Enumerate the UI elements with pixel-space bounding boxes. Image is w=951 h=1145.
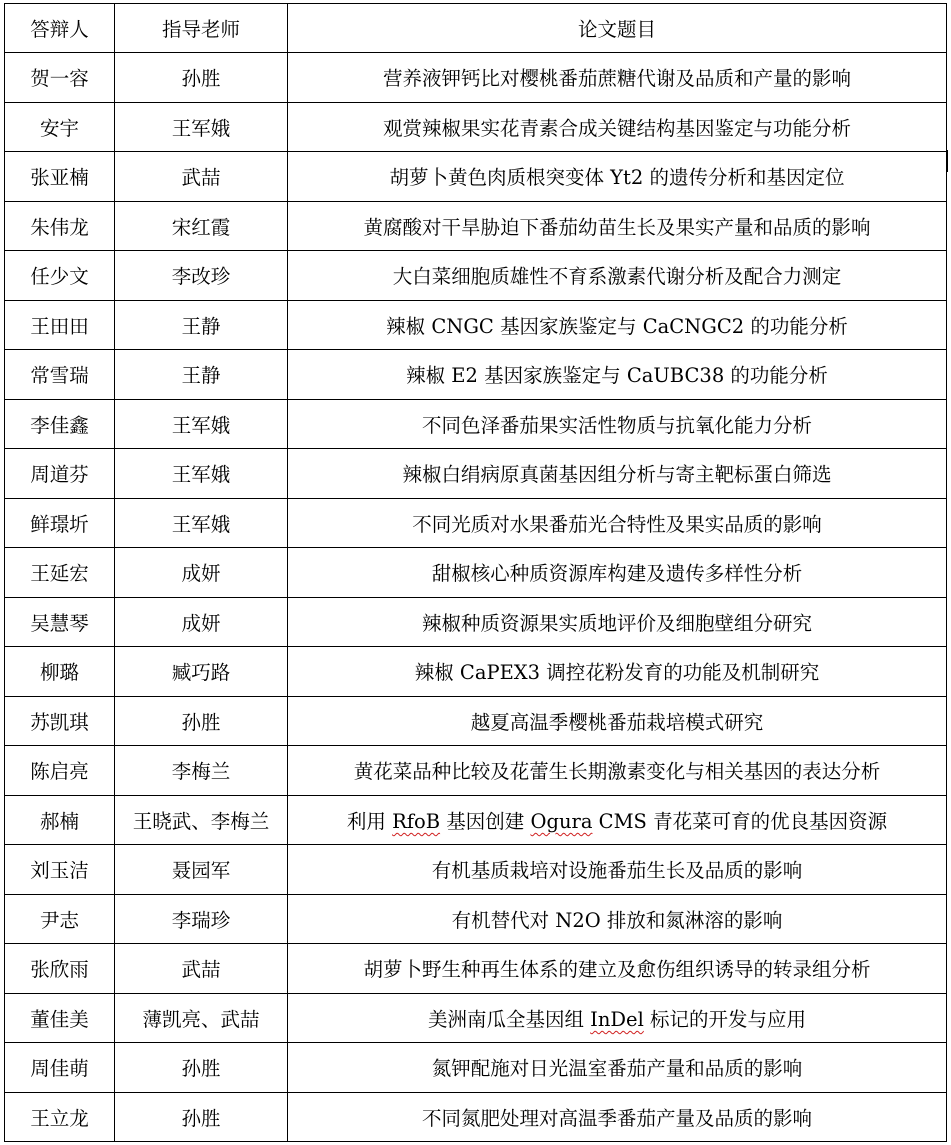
title-text-segment: CMS 青花菜可育的优良基因资源 xyxy=(592,809,888,833)
thesis-title-cell: 营养液钾钙比对樱桃番茄蔗糖代谢及品质和产量的影响 xyxy=(288,53,947,103)
title-text-segment: 标记的开发与应用 xyxy=(643,1007,807,1031)
header-defender: 答辩人 xyxy=(5,4,115,53)
table-row xyxy=(5,399,947,449)
table-row xyxy=(5,845,947,895)
defender-cell: 尹志 xyxy=(5,894,115,944)
table-header-row xyxy=(5,4,947,53)
header-advisor: 指导老师 xyxy=(115,4,288,53)
defender-cell: 张亚楠 xyxy=(5,152,115,202)
title-text-segment: 基因创建 xyxy=(440,809,531,833)
defender-cell: 安宇 xyxy=(5,102,115,152)
advisor-cell: 李瑞珍 xyxy=(115,894,288,944)
defender-cell: 苏凯琪 xyxy=(5,696,115,746)
table-row xyxy=(5,449,947,499)
text-cursor-mark xyxy=(946,150,948,172)
defender-cell: 周道芬 xyxy=(5,449,115,499)
header-thesis-title: 论文题目 xyxy=(288,4,947,53)
table-row xyxy=(5,300,947,350)
advisor-cell: 武喆 xyxy=(115,152,288,202)
table-row xyxy=(5,548,947,598)
defender-cell: 董佳美 xyxy=(5,993,115,1043)
thesis-title-cell: 甜椒核心种质资源库构建及遗传多样性分析 xyxy=(288,548,947,598)
advisor-cell: 成妍 xyxy=(115,597,288,647)
table-row xyxy=(5,251,947,301)
advisor-cell: 孙胜 xyxy=(115,1043,288,1093)
thesis-title-cell: 大白菜细胞质雄性不育系激素代谢分析及配合力测定 xyxy=(288,251,947,301)
advisor-cell: 成妍 xyxy=(115,548,288,598)
thesis-title-cell: 辣椒种质资源果实质地评价及细胞壁组分研究 xyxy=(288,597,947,647)
advisor-cell: 宋红霞 xyxy=(115,201,288,251)
thesis-title-cell: 有机基质栽培对设施番茄生长及品质的影响 xyxy=(288,845,947,895)
table-row xyxy=(5,597,947,647)
defender-cell: 任少文 xyxy=(5,251,115,301)
thesis-title-cell: 越夏高温季樱桃番茄栽培模式研究 xyxy=(288,696,947,746)
table-row xyxy=(5,696,947,746)
thesis-title-cell: 辣椒 CaPEX3 调控花粉发育的功能及机制研究 xyxy=(288,647,947,697)
defender-cell: 贺一容 xyxy=(5,53,115,103)
defender-cell: 刘玉洁 xyxy=(5,845,115,895)
table-row xyxy=(5,647,947,697)
thesis-defense-table xyxy=(4,3,947,1142)
thesis-title-cell: 不同光质对水果番茄光合特性及果实品质的影响 xyxy=(288,498,947,548)
spellcheck-flagged-word: Ogura xyxy=(530,809,593,833)
advisor-cell: 王军娥 xyxy=(115,449,288,499)
defender-cell: 王延宏 xyxy=(5,548,115,598)
thesis-title-cell: 辣椒白绢病原真菌基因组分析与寄主靶标蛋白筛选 xyxy=(288,449,947,499)
table-row xyxy=(5,53,947,103)
table-row xyxy=(5,795,947,845)
defender-cell: 常雪瑞 xyxy=(5,350,115,400)
table-row xyxy=(5,152,947,202)
advisor-cell: 孙胜 xyxy=(115,696,288,746)
advisor-cell: 王静 xyxy=(115,350,288,400)
advisor-cell: 武喆 xyxy=(115,944,288,994)
table-row xyxy=(5,1043,947,1093)
table-row xyxy=(5,350,947,400)
thesis-title-cell: 胡萝卜黄色肉质根突变体 Yt2 的遗传分析和基因定位 xyxy=(288,152,947,202)
defender-cell: 王立龙 xyxy=(5,1092,115,1142)
table-body xyxy=(5,53,947,1142)
thesis-title-cell: 不同氮肥处理对高温季番茄产量及品质的影响 xyxy=(288,1092,947,1142)
table-row xyxy=(5,102,947,152)
thesis-title-cell: 观赏辣椒果实花青素合成关键结构基因鉴定与功能分析 xyxy=(288,102,947,152)
defender-cell: 陈启亮 xyxy=(5,746,115,796)
defender-cell: 郝楠 xyxy=(5,795,115,845)
advisor-cell: 王晓武、李梅兰 xyxy=(115,795,288,845)
advisor-cell: 王静 xyxy=(115,300,288,350)
defender-cell: 吴慧琴 xyxy=(5,597,115,647)
advisor-cell: 臧巧路 xyxy=(115,647,288,697)
table-row xyxy=(5,944,947,994)
advisor-cell: 聂园军 xyxy=(115,845,288,895)
title-text-segment: 利用 xyxy=(346,809,393,833)
advisor-cell: 孙胜 xyxy=(115,53,288,103)
table-row xyxy=(5,498,947,548)
thesis-title-cell xyxy=(288,795,947,845)
table-row xyxy=(5,201,947,251)
thesis-title-cell: 胡萝卜野生种再生体系的建立及愈伤组织诱导的转录组分析 xyxy=(288,944,947,994)
title-text-segment: 美洲南瓜全基因组 xyxy=(427,1007,591,1031)
table-row xyxy=(5,1092,947,1142)
thesis-title-cell: 辣椒 E2 基因家族鉴定与 CaUBC38 的功能分析 xyxy=(288,350,947,400)
thesis-title-cell: 氮钾配施对日光温室番茄产量和品质的影响 xyxy=(288,1043,947,1093)
advisor-cell: 王军娥 xyxy=(115,102,288,152)
thesis-title-cell: 黄花菜品种比较及花蕾生长期激素变化与相关基因的表达分析 xyxy=(288,746,947,796)
advisor-cell: 李改珍 xyxy=(115,251,288,301)
spellcheck-flagged-word: RfoB xyxy=(392,809,441,833)
defender-cell: 李佳鑫 xyxy=(5,399,115,449)
thesis-title-cell: 不同色泽番茄果实活性物质与抗氧化能力分析 xyxy=(288,399,947,449)
defender-cell: 张欣雨 xyxy=(5,944,115,994)
advisor-cell: 孙胜 xyxy=(115,1092,288,1142)
defender-cell: 朱伟龙 xyxy=(5,201,115,251)
table-row xyxy=(5,746,947,796)
spellcheck-flagged-word: InDel xyxy=(590,1007,644,1031)
thesis-title-cell: 辣椒 CNGC 基因家族鉴定与 CaCNGC2 的功能分析 xyxy=(288,300,947,350)
defender-cell: 王田田 xyxy=(5,300,115,350)
advisor-cell: 王军娥 xyxy=(115,399,288,449)
thesis-title-cell: 有机替代对 N2O 排放和氮淋溶的影响 xyxy=(288,894,947,944)
defender-cell: 鲜璟圻 xyxy=(5,498,115,548)
advisor-cell: 李梅兰 xyxy=(115,746,288,796)
thesis-title-cell xyxy=(288,993,947,1043)
thesis-title-cell: 黄腐酸对干旱胁迫下番茄幼苗生长及果实产量和品质的影响 xyxy=(288,201,947,251)
advisor-cell: 王军娥 xyxy=(115,498,288,548)
table-row xyxy=(5,894,947,944)
thesis-defense-table-container xyxy=(4,3,946,1142)
defender-cell: 周佳萌 xyxy=(5,1043,115,1093)
advisor-cell: 薄凯亮、武喆 xyxy=(115,993,288,1043)
table-row xyxy=(5,993,947,1043)
defender-cell: 柳璐 xyxy=(5,647,115,697)
